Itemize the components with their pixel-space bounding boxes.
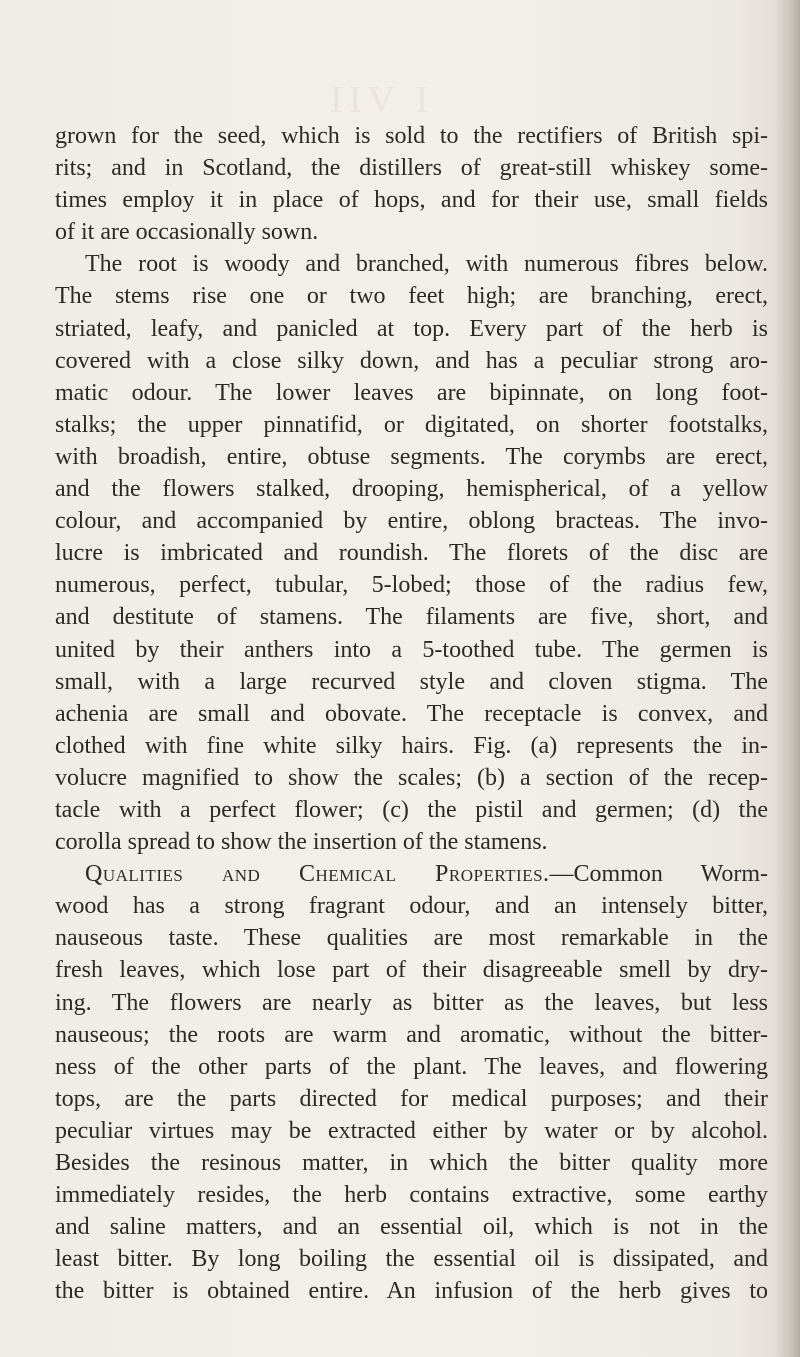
text-line: wood has a strong fragrant odour, and an intensely bitter,	[55, 893, 768, 920]
text-line: nauseous; the roots are warm and aromatic, without the bitter-	[55, 1021, 768, 1048]
text-line: the bitter is obtained entire. An infusion of the herb gives to	[55, 1278, 768, 1305]
text-line: peculiar virtues may be extracted either by water or by alcohol.	[55, 1117, 768, 1144]
text-line: least bitter. By long boiling the essential oil is dissipated, and	[55, 1246, 768, 1273]
page-edge-shadow	[774, 0, 800, 1357]
text-line: immediately resides, the herb contains extractive, some earthy	[55, 1182, 768, 1209]
text-line: and destitute of stamens. The filaments are five, short, and	[55, 604, 768, 631]
text-line: lucre is imbricated and roundish. The florets of the disc are	[55, 540, 768, 567]
text-line: achenia are small and obovate. The receptacle is convex, and	[55, 700, 768, 727]
text-line: corolla spread to show the insertion of the stamens.	[55, 829, 548, 856]
section-heading: Qualities and Chemical Properties.	[85, 861, 550, 888]
text-line: of it are occasionally sown.	[55, 219, 319, 246]
text-line: united by their anthers into a 5-toothed tube. The germen is	[55, 636, 768, 663]
text-line: and saline matters, and an essential oil, which is not in the	[55, 1214, 768, 1241]
text-line: clothed with fine white silky hairs. Fig. (a) represents the in-	[55, 732, 768, 759]
text-line: nauseous taste. These qualities are most remarkable in the	[55, 925, 768, 952]
text-line: numerous, perfect, tubular, 5-lobed; those of the radius few,	[55, 572, 768, 599]
text-line: The stems rise one or two feet high; are branching, erect,	[55, 283, 768, 310]
text-line: and the flowers stalked, drooping, hemispherical, of a yellow	[55, 476, 768, 503]
text-line: tops, are the parts directed for medical purposes; and their	[55, 1085, 768, 1112]
text-line: striated, leafy, and panicled at top. Every part of the herb is	[55, 315, 768, 342]
text-line: ing. The flowers are nearly as bitter as the leaves, but less	[55, 989, 768, 1016]
text-line: rits; and in Scotland, the distillers of great-still whiskey some-	[55, 155, 768, 182]
text-line: ness of the other parts of the plant. The leaves, and flowering	[55, 1053, 768, 1080]
section-heading-line	[55, 858, 768, 890]
text-line: volucre magnified to show the scales; (b) a section of the recep-	[55, 764, 768, 791]
text-line: times employ it in place of hops, and for their use, small fields	[55, 187, 768, 214]
text-line: small, with a large recurved style and cloven stigma. The	[55, 668, 768, 695]
text-line: grown for the seed, which is sold to the rectifiers of British spi-	[55, 123, 768, 149]
text-line: matic odour. The lower leaves are bipinnate, on long foot-	[55, 379, 768, 406]
text-line: Besides the resinous matter, in which the bitter quality more	[55, 1150, 768, 1176]
text-line: tacle with a perfect flower; (c) the pistil and germen; (d) the	[55, 796, 768, 823]
text-line: covered with a close silky down, and has a peculiar strong aro-	[55, 347, 768, 374]
body-text	[55, 120, 768, 1307]
bleed-through-heading: IIV I	[330, 79, 435, 121]
text-line: colour, and accompanied by entire, oblong bracteas. The invo-	[55, 508, 768, 535]
text-line: stalks; the upper pinnatifid, or digitated, on shorter footstalks,	[55, 411, 768, 438]
section-heading-continuation: —Common Worm-	[549, 861, 768, 888]
paragraph-start-line: The root is woody and branched, with numerous fibres below.	[85, 251, 768, 278]
text-line: with broadish, entire, obtuse segments. The corymbs are erect,	[55, 443, 768, 470]
text-line: fresh leaves, which lose part of their disagreeable smell by dry-	[55, 957, 768, 984]
